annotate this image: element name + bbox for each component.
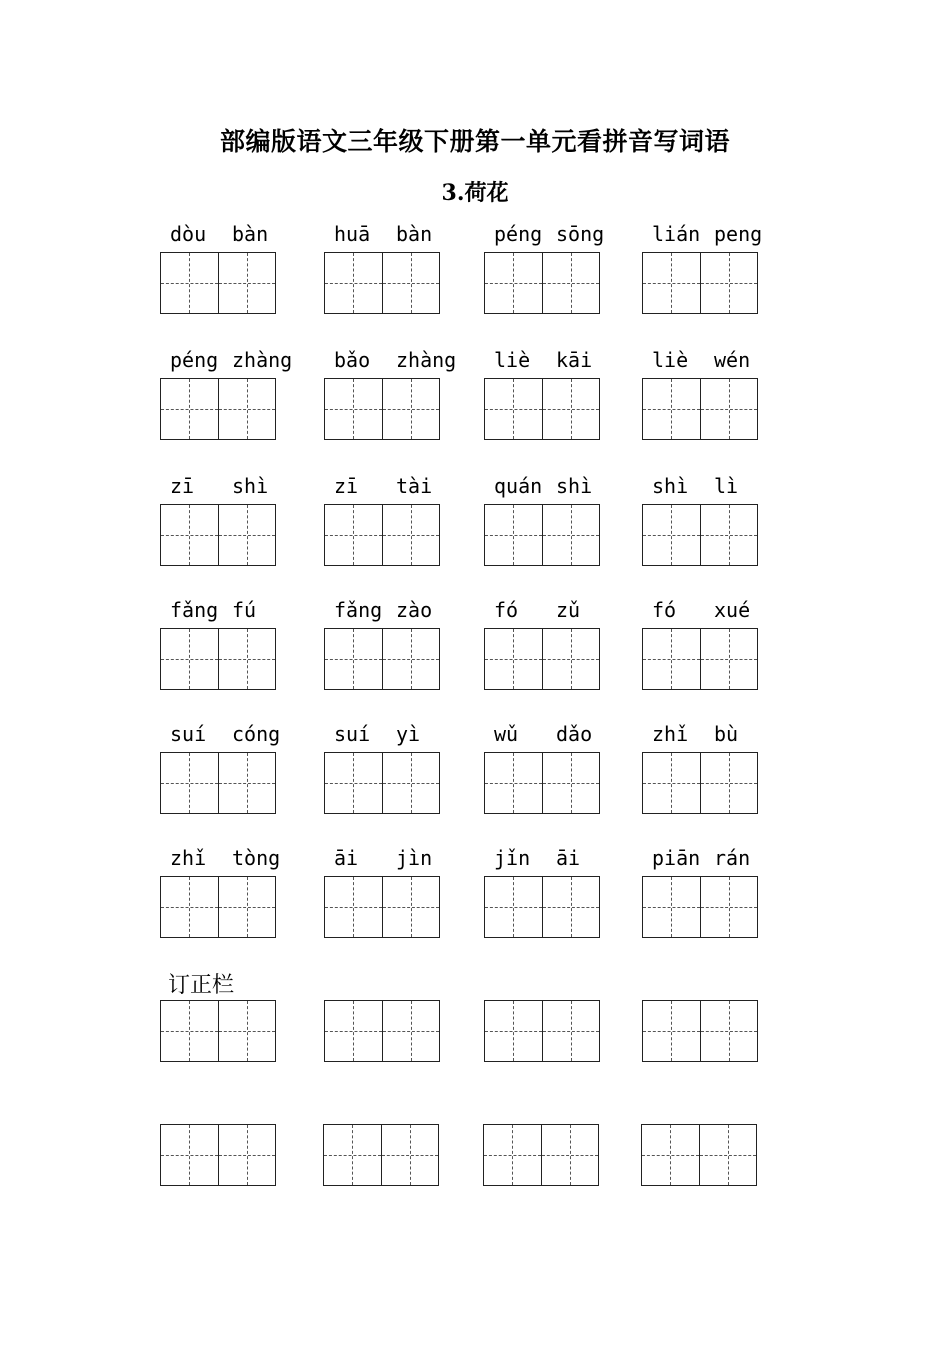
writing-grid[interactable] [642,252,758,314]
lesson-title: 3.荷花 [441,180,509,206]
writing-grid[interactable] [160,628,276,690]
writing-grid[interactable] [160,876,276,938]
writing-grid[interactable] [642,876,758,938]
pinyin-syllable: zī [334,474,359,498]
pinyin-syllable: jǐn [494,846,531,870]
character-box[interactable] [161,253,218,313]
character-box[interactable] [643,629,700,689]
pinyin-syllable: zhǐ [652,722,689,746]
character-box[interactable] [542,379,600,439]
pinyin-syllable: fó [494,598,519,622]
writing-grid[interactable] [324,504,440,566]
pinyin-label [324,722,474,752]
pinyin-syllable: cóng [232,722,281,746]
pinyin-syllable: dòu [170,222,207,246]
pinyin-syllable: shì [556,474,593,498]
character-box[interactable] [700,753,758,813]
pinyin-syllable: fǎng [170,598,219,622]
pinyin-syllable: rán [714,846,751,870]
writing-grid[interactable] [483,1124,599,1186]
character-box[interactable] [485,1001,542,1061]
character-box[interactable] [700,1001,758,1061]
pinyin-label [324,222,474,252]
pinyin-syllable: tòng [232,846,281,870]
character-box[interactable] [382,379,440,439]
pinyin-syllable: sōng [556,222,605,246]
character-box[interactable] [643,1001,700,1061]
character-box[interactable] [700,253,758,313]
character-box[interactable] [381,1125,439,1185]
character-box[interactable] [485,253,542,313]
character-box[interactable] [325,877,382,937]
pinyin-syllable: bàn [232,222,269,246]
pinyin-label [642,348,792,378]
writing-grid[interactable] [484,252,600,314]
pinyin-label [484,348,634,378]
pinyin-label [324,474,474,504]
pinyin-syllable: zǔ [556,598,581,622]
pinyin-syllable: péng [170,348,219,372]
writing-grid[interactable] [160,504,276,566]
pinyin-label [160,598,310,628]
worksheet-title: 部编版语文三年级下册第一单元看拼音写词语 [219,127,730,156]
character-box[interactable] [161,877,218,937]
character-box[interactable] [700,877,758,937]
character-box[interactable] [542,877,600,937]
character-box[interactable] [382,753,440,813]
character-box[interactable] [643,505,700,565]
pinyin-syllable: dǎo [556,722,593,746]
pinyin-label [484,222,634,252]
character-box[interactable] [700,629,758,689]
character-box[interactable] [642,1125,699,1185]
writing-grid[interactable] [484,1000,600,1062]
character-box[interactable] [325,753,382,813]
pinyin-syllable: shì [652,474,689,498]
pinyin-syllable: yì [396,722,421,746]
writing-grid[interactable] [642,752,758,814]
pinyin-syllable: zī [170,474,195,498]
character-box[interactable] [161,753,218,813]
writing-grid[interactable] [323,1124,439,1186]
character-box[interactable] [542,753,600,813]
character-box[interactable] [324,1125,381,1185]
pinyin-syllable: shì [232,474,269,498]
pinyin-syllable: jìn [396,846,433,870]
character-box[interactable] [643,253,700,313]
character-box[interactable] [161,505,218,565]
pinyin-syllable: piān [652,846,701,870]
pinyin-label [484,474,634,504]
pinyin-syllable: kāi [556,348,593,372]
writing-grid[interactable] [324,752,440,814]
writing-grid[interactable] [484,378,600,440]
pinyin-label [324,846,474,876]
writing-grid[interactable] [160,378,276,440]
character-box[interactable] [643,753,700,813]
pinyin-label [484,846,634,876]
writing-grid[interactable] [642,1000,758,1062]
character-box[interactable] [699,1125,757,1185]
character-box[interactable] [643,877,700,937]
character-box[interactable] [382,505,440,565]
pinyin-label [160,722,310,752]
pinyin-syllable: peng [714,222,763,246]
character-box[interactable] [218,505,276,565]
writing-grid[interactable] [160,752,276,814]
character-box[interactable] [485,505,542,565]
writing-grid[interactable] [160,1000,276,1062]
writing-grid[interactable] [641,1124,757,1186]
writing-grid[interactable] [484,628,600,690]
character-box[interactable] [325,629,382,689]
pinyin-syllable: xué [714,598,751,622]
writing-grid[interactable] [484,752,600,814]
pinyin-label [484,598,634,628]
pinyin-label [642,598,792,628]
writing-grid[interactable] [642,628,758,690]
character-box[interactable] [700,379,758,439]
pinyin-label [160,846,310,876]
character-box[interactable] [218,253,276,313]
writing-grid[interactable] [160,252,276,314]
character-box[interactable] [218,877,276,937]
writing-grid[interactable] [324,252,440,314]
character-box[interactable] [161,379,218,439]
character-box[interactable] [325,379,382,439]
pinyin-syllable: lián [652,222,701,246]
pinyin-syllable: āi [334,846,359,870]
pinyin-label [642,222,792,252]
writing-grid[interactable] [324,876,440,938]
character-box[interactable] [484,1125,541,1185]
pinyin-syllable: fó [652,598,677,622]
character-box[interactable] [541,1125,599,1185]
character-box[interactable] [382,1001,440,1061]
character-box[interactable] [485,379,542,439]
pinyin-label [484,722,634,752]
pinyin-syllable: zhǐ [170,846,207,870]
character-box[interactable] [161,629,218,689]
pinyin-label [642,846,792,876]
pinyin-syllable: fǎng [334,598,383,622]
pinyin-syllable: fú [232,598,257,622]
pinyin-label [160,474,310,504]
writing-grid[interactable] [324,378,440,440]
pinyin-syllable: suí [334,722,371,746]
character-box[interactable] [485,877,542,937]
writing-grid[interactable] [484,876,600,938]
writing-grid[interactable] [160,1124,276,1186]
pinyin-syllable: suí [170,722,207,746]
character-box[interactable] [485,753,542,813]
character-box[interactable] [542,253,600,313]
character-box[interactable] [161,1001,218,1061]
character-box[interactable] [485,629,542,689]
writing-grid[interactable] [642,504,758,566]
character-box[interactable] [700,505,758,565]
pinyin-syllable: huā [334,222,371,246]
pinyin-syllable: tài [396,474,433,498]
character-box[interactable] [382,253,440,313]
writing-grid[interactable] [642,378,758,440]
pinyin-syllable: bǎo [334,348,371,372]
character-box[interactable] [161,1125,218,1185]
pinyin-syllable: wǔ [494,722,519,746]
pinyin-label [324,598,474,628]
character-box[interactable] [382,877,440,937]
pinyin-syllable: zhàng [396,348,457,372]
character-box[interactable] [325,1001,382,1061]
pinyin-label [642,474,792,504]
pinyin-syllable: lì [714,474,739,498]
pinyin-label [160,348,310,378]
writing-grid[interactable] [324,628,440,690]
pinyin-syllable: wén [714,348,751,372]
character-box[interactable] [218,629,276,689]
pinyin-syllable: āi [556,846,581,870]
pinyin-syllable: zào [396,598,433,622]
character-box[interactable] [325,505,382,565]
character-box[interactable] [542,1001,600,1061]
pinyin-syllable: liè [494,348,531,372]
pinyin-label [160,222,310,252]
pinyin-syllable: bù [714,722,739,746]
pinyin-syllable: quán [494,474,543,498]
pinyin-label [324,348,474,378]
pinyin-syllable: liè [652,348,689,372]
pinyin-syllable: zhàng [232,348,293,372]
character-box[interactable] [218,1001,276,1061]
writing-grid[interactable] [324,1000,440,1062]
character-box[interactable] [542,629,600,689]
character-box[interactable] [382,629,440,689]
character-box[interactable] [218,753,276,813]
character-box[interactable] [218,379,276,439]
pinyin-syllable: bàn [396,222,433,246]
pinyin-label [642,722,792,752]
writing-grid[interactable] [484,504,600,566]
character-box[interactable] [325,253,382,313]
character-box[interactable] [643,379,700,439]
character-box[interactable] [542,505,600,565]
pinyin-syllable: péng [494,222,543,246]
character-box[interactable] [218,1125,276,1185]
correction-section-label: 订正栏 [168,973,235,998]
